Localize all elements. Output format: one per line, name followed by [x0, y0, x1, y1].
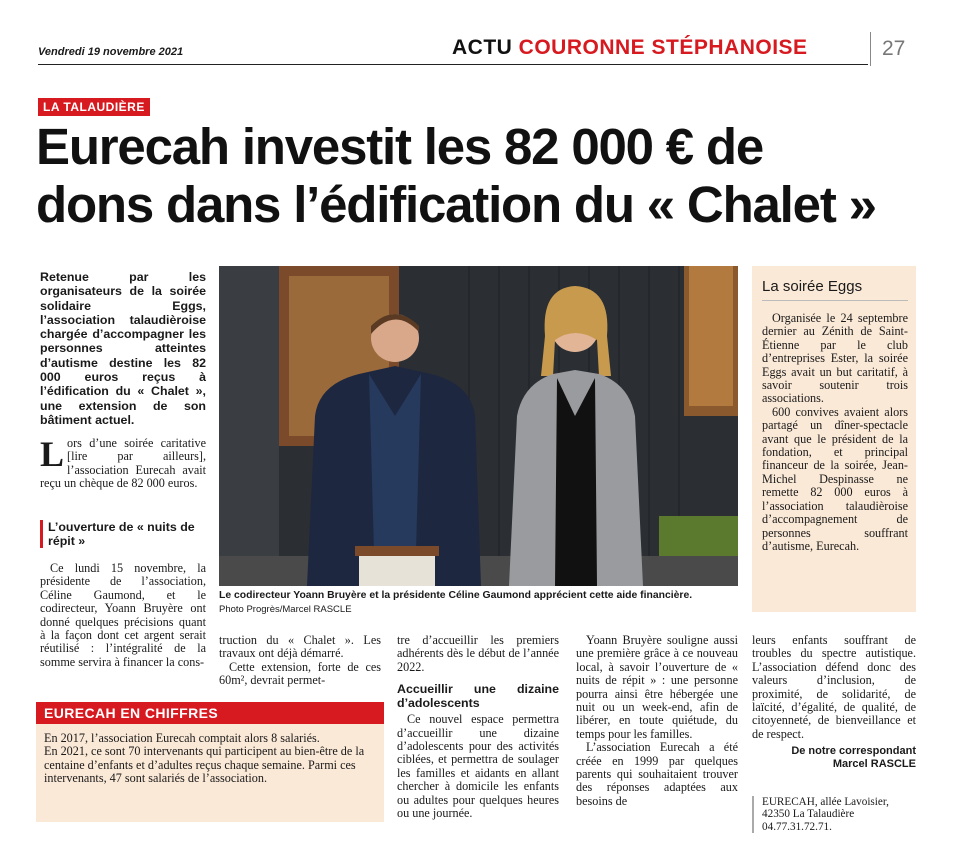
article-column-5 [752, 634, 916, 771]
article-paragraph: Cette extension, forte de ces 60m², devrait permet- [219, 659, 381, 688]
headline-line-2: dons dans l’édification du « Chalet » [36, 176, 876, 233]
sidebar-paragraph: 600 convives avaient alors partagé un dîner-spectacle avant que le président de la fondation, et principal financeur de la soirée, Jean-Michel Despinasse ne remette 82 000 euros à l’association talaudièroise d’accompagnement de personnes souffrant d’autisme, Eurecah. [762, 404, 908, 553]
article-photo [219, 266, 738, 586]
contact-infobox: EURECAH, allée Lavoisier, 42350 La Talaudière 04.77.31.72.71. [752, 796, 914, 833]
article-paragraph: ors d’une soirée caritative [lire par ailleurs], l’association Eurecah avait reçu un chèque de 82 000 euros. [40, 436, 206, 491]
article-paragraph: tre d’accueillir les premiers adhérents dès le début de l’année 2022. [397, 633, 559, 674]
article-column-1-body [40, 562, 206, 669]
figures-box [36, 702, 384, 822]
signature-role: De notre correspondant [791, 745, 916, 758]
article-subhead: Accueillir une dizaine d’adolescents [397, 682, 559, 711]
header-rule [38, 64, 868, 65]
article-paragraph: Ce nouvel espace permettra d’accueillir une dizaine d’adolescents pour des activités ciblées, et permettra de soulager les familles et aidants en allant chercher à domicile les enfants ou adultes pour quelques heures ou une journée. [397, 712, 559, 821]
page-number: 27 [882, 37, 906, 60]
figures-title: EURECAH EN CHIFFRES [36, 702, 384, 724]
drop-cap: L [40, 434, 65, 474]
photo-illustration [219, 266, 738, 586]
page-date: Vendredi 19 novembre 2021 [38, 46, 184, 58]
figures-paragraph: En 2017, l’association Eurecah comptait alors 8 salariés. [44, 731, 320, 745]
article-column-1-intro [40, 434, 206, 491]
article-kicker: LA TALAUDIÈRE [38, 98, 150, 116]
sidebar-paragraph: Organisée le 24 septembre dernier au Zénith de Saint-Étienne par le club d’entreprises Ester, la soirée Eggs avait un but caritatif, à savoir soutenir trois associations. [762, 311, 908, 406]
article-lead: Retenue par les organisateurs de la soirée solidaire Eggs, l’association talaudièroise chargée d’accompagner les personnes atteintes d’autisme destine les 82 000 euros reçus à l’édification du « Chalet », une extension de son bâtiment actuel. [40, 270, 206, 427]
article-paragraph: leurs enfants souffrant de troubles du spectre autistique. L’association défend donc des valeurs d’inclusion, de proximité, de solidarité, de laïcité, d’égalité, de qualité, de citoyenneté, de bienveillance et de respect. [752, 633, 916, 741]
signature-name: Marcel RASCLE [832, 758, 916, 771]
photo-caption: Le codirecteur Yoann Bruyère et la présidente Céline Gaumond apprécient cette aide financière. [219, 590, 693, 601]
section-place: COURONNE STÉPHANOISE [518, 36, 808, 59]
section-title [452, 36, 808, 60]
article-column-3 [397, 634, 559, 820]
headline-line-1: Eurecah investit les 82 000 € de [36, 118, 764, 175]
section-prefix: ACTU [452, 36, 513, 59]
article-paragraph: truction du « Chalet ». Les travaux ont déjà démarré. [219, 633, 381, 661]
sidebar-rule [762, 300, 908, 301]
figures-paragraph: En 2021, ce sont 70 intervenants qui participent au bien-être de la centaine d’enfants et d’adultes reçus chaque semaine. Parmi ces intervenants, 47 sont salariés de l’association. [44, 744, 365, 786]
article-subhead: L’ouverture de « nuits de répit » [40, 520, 206, 548]
sidebar-body [762, 312, 908, 553]
article-column-2 [219, 634, 381, 688]
article-signature [752, 745, 916, 771]
figures-body [36, 724, 384, 786]
sidebar-box [752, 266, 916, 612]
header-divider [870, 32, 871, 66]
article-paragraph: Yoann Bruyère souligne aussi une première grâce à ce nouveau local, à savoir l’ouverture de « nuits de répit » : une personne pourra ainsi être hébergée une nuit ou un week-end, afin de libérer, en toute quiétude, du temps pour les familles. [576, 633, 738, 741]
article-paragraph: L’association Eurecah a été créée en 1999 par quelques parents qui souhaitaient trouver des réponses adaptées aux besoins de [576, 740, 738, 808]
article-paragraph: Ce lundi 15 novembre, la présidente de l’association, Céline Gaumond, et le codirecteur, Yoann Bruyère ont donné quelques précisions quant à la façon dont cet argent serait réutilisé : l’intégralité de la somme servira à financer la cons- [40, 561, 206, 669]
sidebar-title: La soirée Eggs [762, 278, 863, 295]
article-column-4 [576, 634, 738, 808]
photo-credit: Photo Progrès/Marcel RASCLE [219, 604, 352, 615]
article-headline [36, 118, 936, 234]
